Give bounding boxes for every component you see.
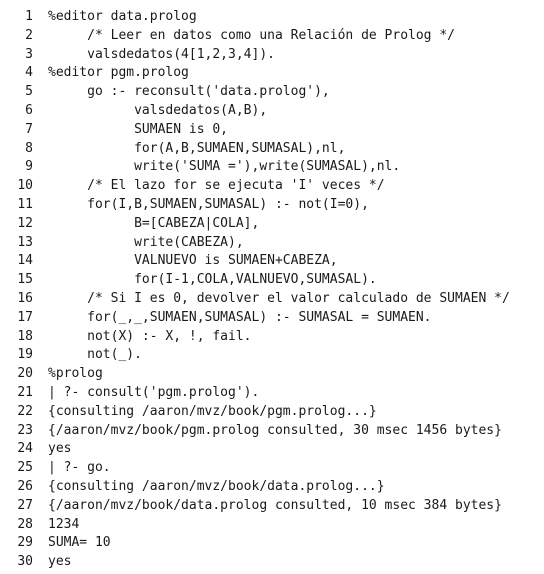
line-number: 4	[25, 65, 33, 81]
line-text: %editor data.prolog	[48, 9, 197, 24]
line-text: for(_,_,SUMAEN,SUMASAL) :- SUMASAL = SUMAEN.	[48, 309, 432, 325]
line-text: write('SUMA ='),write(SUMASAL),nl.	[48, 159, 401, 175]
code-line	[0, 158, 544, 177]
line-text: %editor pgm.prolog	[48, 65, 189, 81]
line-number: 25	[17, 460, 33, 476]
line-text: | ?- go.	[48, 460, 111, 476]
line-text: yes	[48, 441, 72, 457]
code-line	[0, 478, 544, 497]
line-number: 3	[25, 46, 33, 62]
code-line	[0, 516, 544, 535]
code-line	[0, 46, 544, 65]
line-number: 1	[25, 9, 33, 24]
line-number: 22	[17, 403, 33, 419]
line-number: 20	[17, 366, 33, 382]
code-line	[0, 422, 544, 441]
line-number: 18	[17, 328, 33, 344]
code-line	[0, 83, 544, 102]
line-text: go :- reconsult('data.prolog'),	[48, 84, 330, 100]
code-line	[0, 346, 544, 365]
line-number: 27	[17, 497, 33, 513]
line-number: 7	[25, 121, 33, 137]
line-text: 1234	[48, 516, 80, 532]
line-text: {/aaron/mvz/book/pgm.prolog consulted, 30 msec 1456 bytes}	[48, 422, 502, 438]
line-number: 26	[17, 478, 33, 494]
line-text: VALNUEVO is SUMAEN+CABEZA,	[48, 253, 338, 269]
line-text: /* Si I es 0, devolver el valor calculado de SUMAEN */	[48, 290, 510, 306]
code-line	[0, 8, 544, 27]
code-line	[0, 121, 544, 140]
line-number: 15	[17, 272, 33, 288]
code-line	[0, 459, 544, 478]
code-line	[0, 252, 544, 271]
line-text: for(I,B,SUMAEN,SUMASAL) :- not(I=0),	[48, 196, 369, 212]
line-number: 5	[25, 84, 33, 100]
line-text: {/aaron/mvz/book/data.prolog consulted, 10 msec 384 bytes}	[48, 497, 502, 513]
line-text: /* El lazo for se ejecuta 'I' veces */	[48, 178, 385, 194]
code-line	[0, 102, 544, 121]
line-number: 23	[17, 422, 33, 438]
code-line	[0, 64, 544, 83]
line-number: 8	[25, 140, 33, 156]
code-line	[0, 27, 544, 46]
code-line	[0, 309, 544, 328]
line-text: {consulting /aaron/mvz/book/data.prolog...}	[48, 478, 385, 494]
line-number: 28	[17, 516, 33, 532]
code-line	[0, 553, 544, 572]
line-text: {consulting /aaron/mvz/book/pgm.prolog...}	[48, 403, 377, 419]
code-line	[0, 384, 544, 403]
line-text: write(CABEZA),	[48, 234, 244, 250]
line-number: 10	[17, 178, 33, 194]
code-line	[0, 271, 544, 290]
line-text: %prolog	[48, 366, 103, 382]
line-number: 6	[25, 102, 33, 118]
line-text: SUMA= 10	[48, 535, 111, 551]
line-number: 14	[17, 253, 33, 269]
line-text: not(_).	[48, 347, 142, 363]
code-line	[0, 234, 544, 253]
line-text: for(A,B,SUMAEN,SUMASAL),nl,	[48, 140, 346, 156]
line-text: not(X) :- X, !, fail.	[48, 328, 252, 344]
line-text: for(I-1,COLA,VALNUEVO,SUMASAL).	[48, 272, 377, 288]
line-number: 2	[25, 27, 33, 43]
line-text: /* Leer en datos como una Relación de Prolog */	[48, 27, 455, 43]
line-text: SUMAEN is 0,	[48, 121, 229, 137]
line-text: | ?- consult('pgm.prolog').	[48, 384, 260, 400]
line-text: B=[CABEZA|COLA],	[48, 215, 260, 231]
code-line	[0, 177, 544, 196]
code-line	[0, 290, 544, 309]
line-text: yes	[48, 554, 72, 570]
code-line	[0, 534, 544, 553]
line-number: 29	[17, 535, 33, 551]
line-number: 24	[17, 441, 33, 457]
code-listing	[0, 8, 544, 572]
code-line	[0, 215, 544, 234]
line-number: 30	[17, 554, 33, 570]
line-number: 17	[17, 309, 33, 325]
line-number: 16	[17, 290, 33, 306]
line-number: 12	[17, 215, 33, 231]
code-line	[0, 497, 544, 516]
code-line	[0, 365, 544, 384]
code-line	[0, 440, 544, 459]
code-line	[0, 328, 544, 347]
code-line	[0, 196, 544, 215]
line-number: 11	[17, 196, 33, 212]
code-line	[0, 140, 544, 159]
line-text: valsdedatos(4[1,2,3,4]).	[48, 46, 275, 62]
line-number: 13	[17, 234, 33, 250]
line-number: 19	[17, 347, 33, 363]
line-text: valsdedatos(A,B),	[48, 102, 268, 118]
line-number: 9	[25, 159, 33, 175]
line-number: 21	[17, 384, 33, 400]
code-line	[0, 403, 544, 422]
